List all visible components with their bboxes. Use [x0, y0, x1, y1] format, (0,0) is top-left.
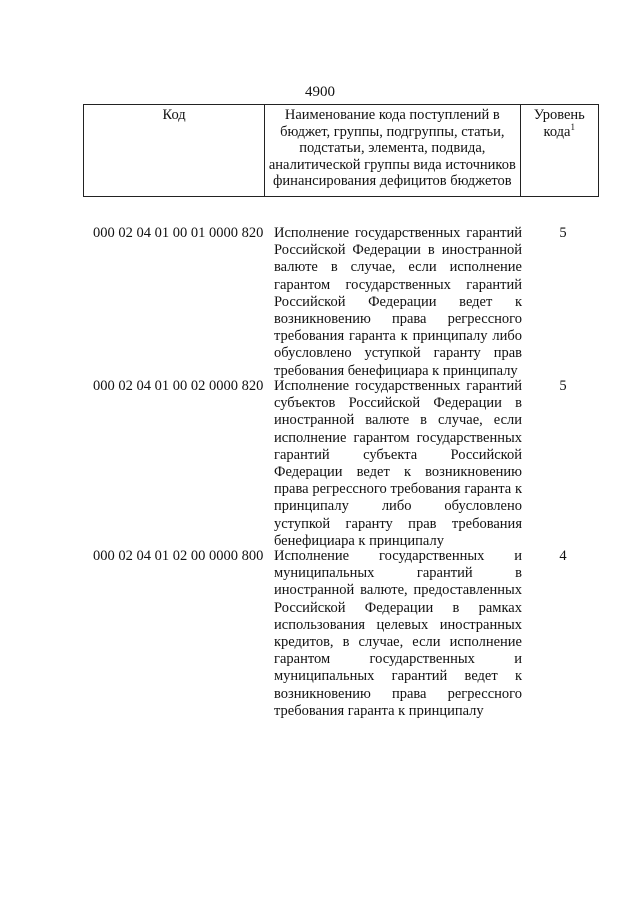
row-code: 000 02 04 01 02 00 0000 800 [93, 548, 264, 564]
table-row [93, 225, 593, 378]
row-name: Исполнение государственных гарантий субъектов Российской Федерации в иностранной валюте в случае, если исполнение гарантом государственных гарантий субъекта Российской Федерации ведет к возникновению права регрессного требования гаранта к принципалу либо обусловлено уступкой гаранту прав требования бенефициара к принципалу [274, 378, 522, 549]
header-name: Наименование кода поступлений в бюджет, группы, подгруппы, статьи, подстатьи, элемента, подвида, аналитической группы вида источников финансирования дефицитов бюджетов [265, 105, 520, 197]
table-body [93, 225, 593, 720]
table-row [93, 378, 593, 548]
header-level [520, 105, 599, 197]
header-level-label: Уровень кода [533, 107, 585, 140]
table-row [93, 548, 593, 720]
row-name: Исполнение государственных и муниципальных гарантий в иностранной валюте, предоставленных Российской Федерации в рамках использования целевых иностранных кредитов, в случае, если исполнение гарантом государственных и муниципальных гарантий ведет к возникновению права регрессного требования гаранта к принципалу [274, 548, 522, 719]
row-level: 5 [559, 225, 567, 241]
header-level-footnote: 1 [570, 121, 575, 132]
header-row [84, 105, 599, 197]
row-level: 5 [559, 378, 567, 394]
page-number: 4900 [305, 84, 335, 100]
header-code: Код [84, 105, 265, 197]
row-name: Исполнение государственных гарантий Российской Федерации в иностранной валюте в случае, если исполнение гарантом государственных гарантий Российской Федерации ведет к возникновению права регрессного требования гаранта к принципалу либо обусловлено уступкой гаранту прав требования бенефициара к принципалу [274, 225, 522, 379]
row-code: 000 02 04 01 00 02 0000 820 [93, 378, 264, 394]
row-level: 4 [559, 548, 567, 564]
row-code: 000 02 04 01 00 01 0000 820 [93, 225, 264, 241]
table-header [83, 104, 599, 197]
